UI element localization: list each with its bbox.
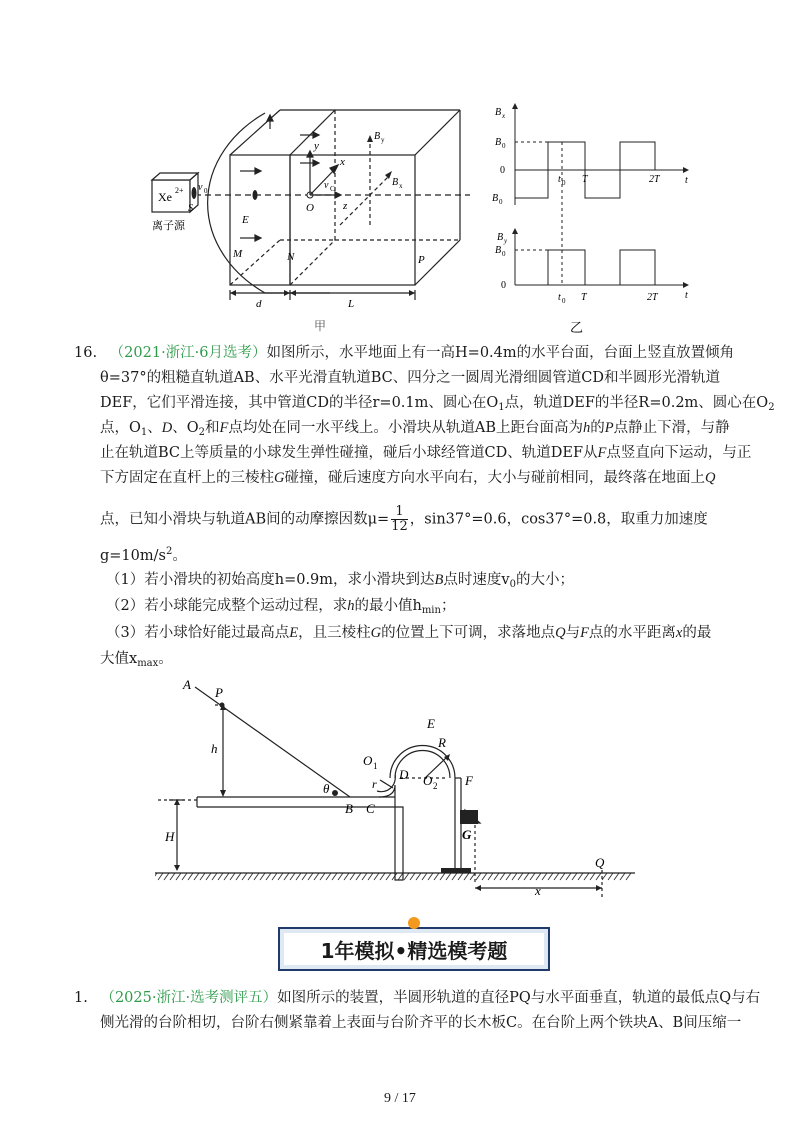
ground-hatch [626,873,631,880]
ground-hatch [536,873,541,880]
ground-hatch [620,873,625,880]
fig-O2-sub: 2 [433,781,438,791]
ground-hatch [572,873,577,880]
label-P: P [418,254,425,266]
ground-hatch [254,873,259,880]
ground-hatch [194,873,199,880]
ground-hatch [608,873,613,880]
g2-B0: B [495,245,502,256]
fig-O2: O [423,773,433,788]
ground-hatch [446,873,451,880]
ground-hatch [332,873,337,880]
label-E: E [242,214,249,226]
ground-hatch [440,873,445,880]
g1-negB0-sub: 0 [499,198,503,206]
ground-hatch [374,873,379,880]
ground-hatch [224,873,229,880]
ground-hatch [158,873,163,880]
ground-hatch [368,873,373,880]
ground-hatch [164,873,169,880]
fig-theta: θ [323,781,330,796]
ground-hatch [506,873,511,880]
ground-hatch [470,873,475,880]
ground-hatch [356,873,361,880]
fig-O1: O [363,753,373,768]
q16-part-3-cont: 大值$x_{max}$。 [100,651,173,669]
q16-line-1: 16. （2021·浙江·6月选考）如图所示，水平地面上有一高H=0.4m的水平台面，台面上竖直放置倾角 [74,345,735,361]
ground-hatch [314,873,319,880]
ground-hatch [236,873,241,880]
g1-B0: B [495,137,502,148]
ground-hatch [602,873,607,880]
fig-x: x [535,883,541,898]
g1-2T: 2T [649,174,660,185]
ground-hatch [584,873,589,880]
ground-hatch [578,873,583,880]
ground-hatch [200,873,205,880]
ground-hatch [248,873,253,880]
ground-hatch [512,873,517,880]
ground-hatch [476,873,481,880]
label-vc: v [324,180,329,191]
g1-t0-sub: 0 [562,179,566,187]
ground-hatch [458,873,463,880]
ground-hatch [500,873,505,880]
ground-hatch [380,873,385,880]
label-x: x [340,156,345,168]
q16-part-1: （1）若小滑块的初始高度h=0.9m，求小滑块到达B点时速度$v_0$的大小； [106,572,574,590]
g2-t0-sub: 0 [562,297,566,305]
ground-hatch [416,873,421,880]
label-O: O [306,202,314,214]
ion-charge: 2+ [175,186,184,195]
fig-H: H [165,829,175,844]
ground-hatch [464,873,469,880]
g2-t0: t [558,292,561,303]
ground-hatch [308,873,313,880]
figure-track-setup [155,675,635,905]
g1-zero: 0 [500,165,505,176]
section-banner [278,927,550,971]
ground-hatch [482,873,487,880]
label-vc-sub: C [330,185,335,193]
figure-electromagnetic-setup [130,95,700,340]
g1-t: t [685,175,688,186]
q16-line-3: DEF，它们平滑连接，其中管道CD的半径r=0.1m、圆心在$O_1$点，轨道DEF的半径R=0.2m、圆心在$O_2$ [100,395,775,413]
ground-hatch [428,873,433,880]
label-v0-sub: 0 [204,187,208,195]
ground-hatch [188,873,193,880]
g1-B0-sub: 0 [502,142,506,150]
label-v0: v [198,182,203,193]
g2-B0-sub: 0 [502,250,506,258]
ground-hatch [170,873,175,880]
label-y: y [314,140,319,152]
ground-hatch [542,873,547,880]
ground-hatch [422,873,427,880]
ground-hatch [272,873,277,880]
fig-B: B [345,801,353,816]
q16-line-7: 点，已知小滑块与轨道AB间的动摩擦因数μ= $\frac{1}{12}$ ，sin37°=0.6，cos37°=0.8，取重力加速度 [100,504,708,534]
ground-hatch [326,873,331,880]
ground-hatch [530,873,535,880]
ground-hatch [230,873,235,880]
fig-r: r [372,777,377,791]
fig-A: A [183,677,191,692]
ion-symbol: Xe [158,190,172,204]
ground-hatch [560,873,565,880]
ground-hatch [212,873,217,880]
ground-hatch [176,873,181,880]
q16-source: （2021·浙江·6月选考） [109,345,267,361]
fig-P: P [215,685,223,700]
q1-line-2: 侧光滑的台阶相切，台阶右侧紧靠着上表面与台阶齐平的长木板C。在台阶上两个铁块A、B间压缩一 [100,1015,742,1031]
label-L: L [348,298,355,310]
g2-ylabel: B [497,232,504,243]
label-N: N [287,251,295,263]
ground-hatch [182,873,187,880]
caption-right: 乙 [570,320,584,335]
label-z: z [343,200,348,212]
q16-part-3: （3）若小球恰好能过最高点E，且三棱柱G的位置上下可调，求落地点Q与F点的水平距离x的最 [106,625,712,641]
ground-hatch [614,873,619,880]
ground-hatch [596,873,601,880]
ground-hatch [404,873,409,880]
fig-O1-sub: 1 [373,761,378,771]
ground-hatch [362,873,367,880]
ground-hatch [554,873,559,880]
label-Bx: B [392,177,399,188]
fig-C: C [366,801,375,816]
q1-number: 1. [74,990,88,1006]
ground-hatch [218,873,223,880]
ground-hatch [548,873,553,880]
banner-dot [408,917,420,929]
fig-G: G [462,827,472,842]
q16-number: 16. [74,345,98,361]
label-M: M [233,248,243,260]
label-ion-source: 离子源 [152,220,185,232]
ground-hatch [434,873,439,880]
q16-line-2: θ=37°的粗糙直轨道AB、水平光滑直轨道BC、四分之一圆周光滑细圆管道CD和半圆形光滑轨道 [100,370,720,386]
fig-F: F [465,773,473,788]
ground-hatch [320,873,325,880]
ground-hatch [284,873,289,880]
ground-hatch [302,873,307,880]
ground-hatch [566,873,571,880]
ground-hatch [338,873,343,880]
g2-T: T [581,292,587,303]
q1-source: （2025·浙江·选考测评五） [100,990,278,1006]
ground-hatch [524,873,529,880]
fig-Q: Q [595,855,605,870]
ground-hatch [206,873,211,880]
ground-hatch [266,873,271,880]
ground-hatch [242,873,247,880]
g1-negB0: B [492,193,499,204]
q16-line-8: $g=10m/s^2$。 [100,546,187,564]
ground-hatch [386,873,391,880]
g1-T: T [582,174,588,185]
label-d: d [256,298,262,310]
ground-hatch [398,873,403,880]
q16-line-4: 点，$O_1$、D、$O_2$和F点均处在同一水平线上。小滑块从轨道AB上距台面高为h的P点静止下滑，与静 [100,420,730,438]
g2-t: t [685,290,688,301]
caption-left: 甲 [314,319,327,333]
ground-hatch [155,873,157,880]
g2-zero: 0 [501,280,506,291]
section-banner-title: 1年模拟•精选模考题 [284,933,544,965]
fig-R: R [438,735,446,750]
ground-hatch [260,873,265,880]
g2-ylabel-sub: y [504,237,508,245]
ground-hatch [278,873,283,880]
ground-hatch [518,873,523,880]
page-number: 9 / 17 [384,1091,416,1106]
fig-D: D [399,767,409,782]
ground-hatch [488,873,493,880]
label-By-sub: y [381,136,385,144]
mu-fraction: $\frac{1}{12}$ [391,504,408,534]
label-s: S [188,203,193,214]
ground-hatch [344,873,349,880]
q16-line-6: 下方固定在直杆上的三棱柱G碰撞，碰后速度方向水平向右，大小与碰前相同，最终落在地面上Q [100,470,716,486]
g1-t0: t [558,174,561,185]
g1-ylabel-sub: x [502,112,506,120]
q16-line-5: 止在轨道BC上等质量的小球发生弹性碰撞，碰后小球经管道CD、轨道DEF从F点竖直向下运动，与正 [100,445,752,461]
g1-ylabel: B [495,107,502,118]
q1-line-1: 1. （2025·浙江·选考测评五）如图所示的装置，半圆形轨道的直径PQ与水平面垂直，轨道的最低点Q与右 [74,990,761,1006]
q16-part-2: （2）若小球能完成整个运动过程，求h的最小值$h_{min}$； [106,598,456,616]
ground-hatch [290,873,295,880]
label-By: B [374,131,381,142]
label-Bx-sub: x [399,182,403,190]
g2-2T: 2T [647,292,658,303]
fig-h: h [211,741,218,756]
ground-hatch [350,873,355,880]
ground-hatch [296,873,301,880]
ground-hatch [494,873,499,880]
ground-hatch [590,873,595,880]
fig-E: E [427,716,435,731]
ground-hatch [410,873,415,880]
ground-hatch [452,873,457,880]
